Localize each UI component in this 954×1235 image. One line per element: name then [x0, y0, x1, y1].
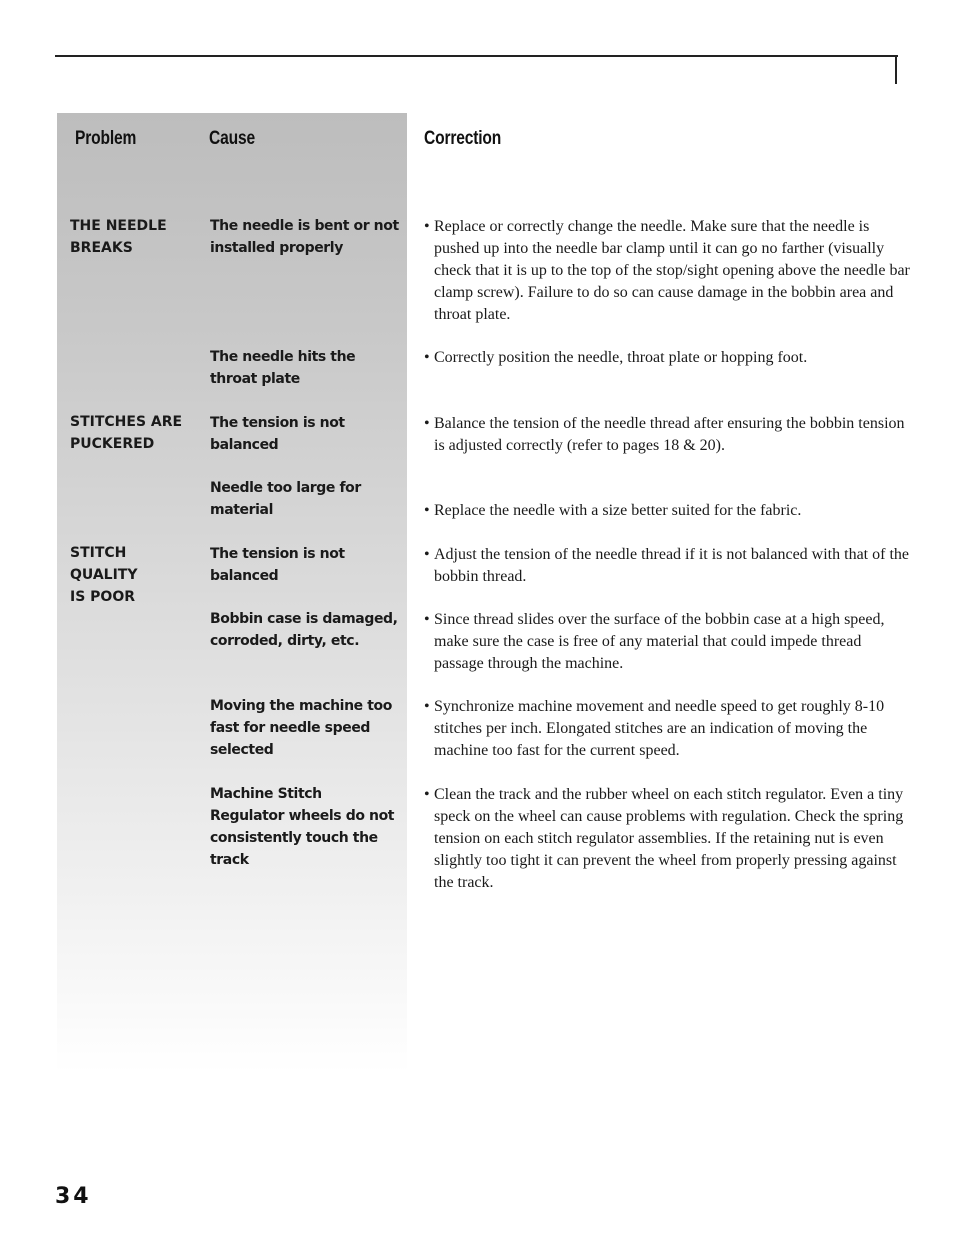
- cause-label: Moving the machine too fast for needle speed selected: [210, 698, 392, 758]
- problem-label: STITCH QUALITY IS POOR: [70, 545, 138, 605]
- correction-text: • Balance the tension of the needle thread after ensuring the bobbin tension is adjusted correctly (refer to pages 18 & 20).: [424, 413, 912, 457]
- problem-label: THE NEEDLE BREAKS: [70, 218, 167, 256]
- cause-label: The needle hits the throat plate: [210, 349, 356, 387]
- cause-label: The tension is not balanced: [210, 415, 345, 453]
- cause-label: Needle too large for material: [210, 480, 361, 518]
- correction-text: • Replace the needle with a size better suited for the fabric.: [424, 500, 912, 522]
- page-number: 34: [55, 1184, 92, 1209]
- correction-text: • Correctly position the needle, throat plate or hopping foot.: [424, 347, 912, 369]
- correction-text: • Clean the track and the rubber wheel on each stitch regulator. Even a tiny speck on the wheel can cause problems with regulation. Check the spring tension on each stitch regulator assemblies. If the retaining nut is even slightly too tight it can prevent the wheel from properly pressing against the track.: [424, 784, 912, 894]
- header-correction: Correction: [424, 128, 502, 149]
- top-rule-tick: [895, 55, 897, 84]
- problem-label: STITCHES ARE PUCKERED: [70, 414, 183, 452]
- correction-text: • Since thread slides over the surface of the bobbin case at a high speed, make sure the case is free of any material that could impede thread passage through the machine.: [424, 609, 912, 675]
- correction-text: • Adjust the tension of the needle thread if it is not balanced with that of the bobbin thread.: [424, 544, 912, 588]
- header-problem: Problem: [75, 128, 137, 149]
- cause-label: The tension is not balanced: [210, 546, 345, 584]
- correction-text: • Synchronize machine movement and needle speed to get roughly 8-10 stitches per inch. Elongated stitches are an indication of moving the machine too fast for the current speed.: [424, 696, 912, 762]
- cause-label: Bobbin case is damaged, corroded, dirty, etc.: [210, 611, 398, 649]
- cause-label: The needle is bent or not installed properly: [210, 218, 399, 256]
- correction-text: • Replace or correctly change the needle. Make sure that the needle is pushed up into the needle bar clamp until it can go no farther (visually check that it is up to the top of the stop/sight opening above the needle bar clamp screw). Failure to do so can cause damage in the bobbin area and throat plate.: [424, 216, 912, 326]
- cause-label: Machine Stitch Regulator wheels do not consistently touch the track: [210, 786, 395, 868]
- top-rule: [55, 55, 898, 57]
- header-cause: Cause: [209, 128, 255, 149]
